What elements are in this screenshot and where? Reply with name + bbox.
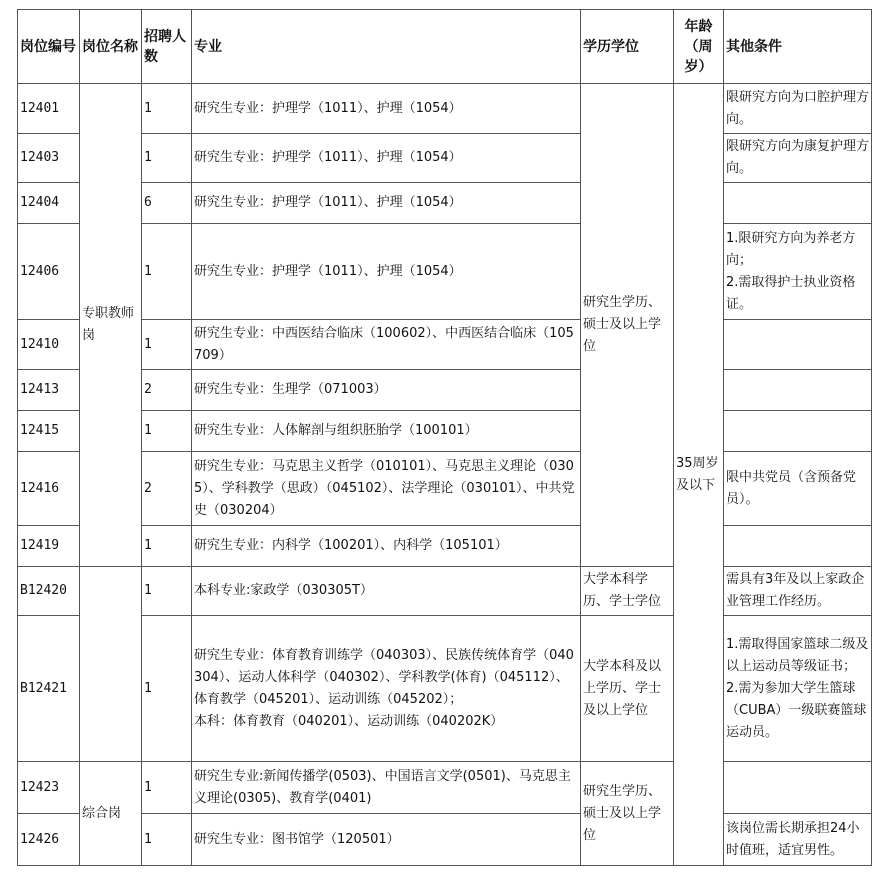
cell-education: 大学本科学历、学士学位 (581, 567, 674, 616)
cell-major: 研究生专业：护理学（1011）、护理（1054） (192, 183, 581, 224)
cell-education-group: 研究生学历、硕士及以上学位 (581, 84, 674, 567)
cell-post-id: 12410 (18, 320, 80, 370)
table-row (18, 616, 872, 762)
cell-post-id: 12415 (18, 411, 80, 452)
cell-count: 1 (142, 320, 192, 370)
table-row (18, 84, 872, 134)
cell-post-id: B12421 (18, 616, 80, 762)
cell-post-id: 12406 (18, 224, 80, 320)
table-row (18, 452, 872, 526)
cell-major: 研究生专业：护理学（1011）、护理（1054） (192, 224, 581, 320)
header-major: 专业 (192, 10, 581, 84)
cell-major: 研究生专业：人体解剖与组织胚胎学（100101） (192, 411, 581, 452)
cell-post-id: B12420 (18, 567, 80, 616)
table-row (18, 134, 872, 183)
header-age: 年龄（周岁） (674, 10, 724, 84)
table-row (18, 411, 872, 452)
cell-count: 1 (142, 134, 192, 183)
cell-major: 研究生专业:新闻传播学(0503)、中国语言文学(0501)、马克思主义理论(0305)、教育学(0401) (192, 762, 581, 814)
cell-post-id: 12404 (18, 183, 80, 224)
cell-major: 研究生专业：护理学（1011）、护理（1054） (192, 84, 581, 134)
recruitment-table (17, 9, 872, 866)
cell-count: 1 (142, 814, 192, 866)
cell-major: 研究生专业：内科学（100201）、内科学（105101） (192, 526, 581, 567)
cell-other: 限研究方向为康复护理方向。 (724, 134, 872, 183)
table-row (18, 370, 872, 411)
cell-count: 1 (142, 526, 192, 567)
cell-other (724, 411, 872, 452)
table-row (18, 814, 872, 866)
cell-post-id: 12413 (18, 370, 80, 411)
cell-count: 1 (142, 84, 192, 134)
cell-other (724, 526, 872, 567)
cell-other: 该岗位需长期承担24小时值班，适宜男性。 (724, 814, 872, 866)
cell-major: 研究生专业：体育教育训练学（040303）、民族传统体育学（040304）、运动人体科学（040302）、学科教学(体育)（045112）、体育教学（045201）、运动训练（045202）； 本科：体育教育（040201）、运动训练（040202K） (192, 616, 581, 762)
table-row (18, 762, 872, 814)
header-post-name: 岗位名称 (80, 10, 142, 84)
cell-other: 1.限研究方向为养老方向； 2.需取得护士执业资格证。 (724, 224, 872, 320)
cell-other (724, 320, 872, 370)
cell-count: 2 (142, 370, 192, 411)
cell-major: 研究生专业：马克思主义哲学（010101）、马克思主义理论（0305）、学科教学（思政）（045102）、法学理论（030101）、中共党史（030204） (192, 452, 581, 526)
cell-other (724, 183, 872, 224)
cell-count: 1 (142, 616, 192, 762)
cell-count: 1 (142, 567, 192, 616)
cell-major: 研究生专业：护理学（1011）、护理（1054） (192, 134, 581, 183)
cell-major: 研究生专业：图书馆学（120501） (192, 814, 581, 866)
table-row (18, 320, 872, 370)
cell-age-group: 35周岁及以下 (674, 84, 724, 866)
cell-other: 限中共党员（含预备党员）。 (724, 452, 872, 526)
cell-post-id: 12401 (18, 84, 80, 134)
header-row (18, 10, 872, 84)
cell-other: 需具有3年及以上家政企业管理工作经历。 (724, 567, 872, 616)
cell-post-id: 12416 (18, 452, 80, 526)
cell-post-name-group: 专职教师岗 (80, 84, 142, 567)
cell-other (724, 370, 872, 411)
cell-post-id: 12423 (18, 762, 80, 814)
cell-post-id: 12419 (18, 526, 80, 567)
cell-education: 大学本科及以上学历、学士及以上学位 (581, 616, 674, 762)
cell-count: 6 (142, 183, 192, 224)
cell-post-name-empty (80, 567, 142, 762)
cell-major: 研究生专业：生理学（071003） (192, 370, 581, 411)
header-post-id: 岗位编号 (18, 10, 80, 84)
cell-other: 限研究方向为口腔护理方向。 (724, 84, 872, 134)
header-other: 其他条件 (724, 10, 872, 84)
cell-count: 1 (142, 762, 192, 814)
cell-count: 1 (142, 224, 192, 320)
header-count: 招聘人数 (142, 10, 192, 84)
cell-major: 研究生专业：中西医结合临床（100602）、中西医结合临床（105709） (192, 320, 581, 370)
header-education: 学历学位 (581, 10, 674, 84)
table-row (18, 224, 872, 320)
table-row (18, 567, 872, 616)
cell-major: 本科专业:家政学（030305T） (192, 567, 581, 616)
cell-post-id: 12426 (18, 814, 80, 866)
table-row (18, 526, 872, 567)
cell-other (724, 762, 872, 814)
cell-post-name-group: 综合岗 (80, 762, 142, 866)
table-row (18, 183, 872, 224)
cell-education-group: 研究生学历、硕士及以上学位 (581, 762, 674, 866)
cell-post-id: 12403 (18, 134, 80, 183)
cell-other: 1.需取得国家篮球二级及以上运动员等级证书； 2.需为参加大学生篮球（CUBA）一级联赛篮球运动员。 (724, 616, 872, 762)
cell-count: 2 (142, 452, 192, 526)
cell-count: 1 (142, 411, 192, 452)
